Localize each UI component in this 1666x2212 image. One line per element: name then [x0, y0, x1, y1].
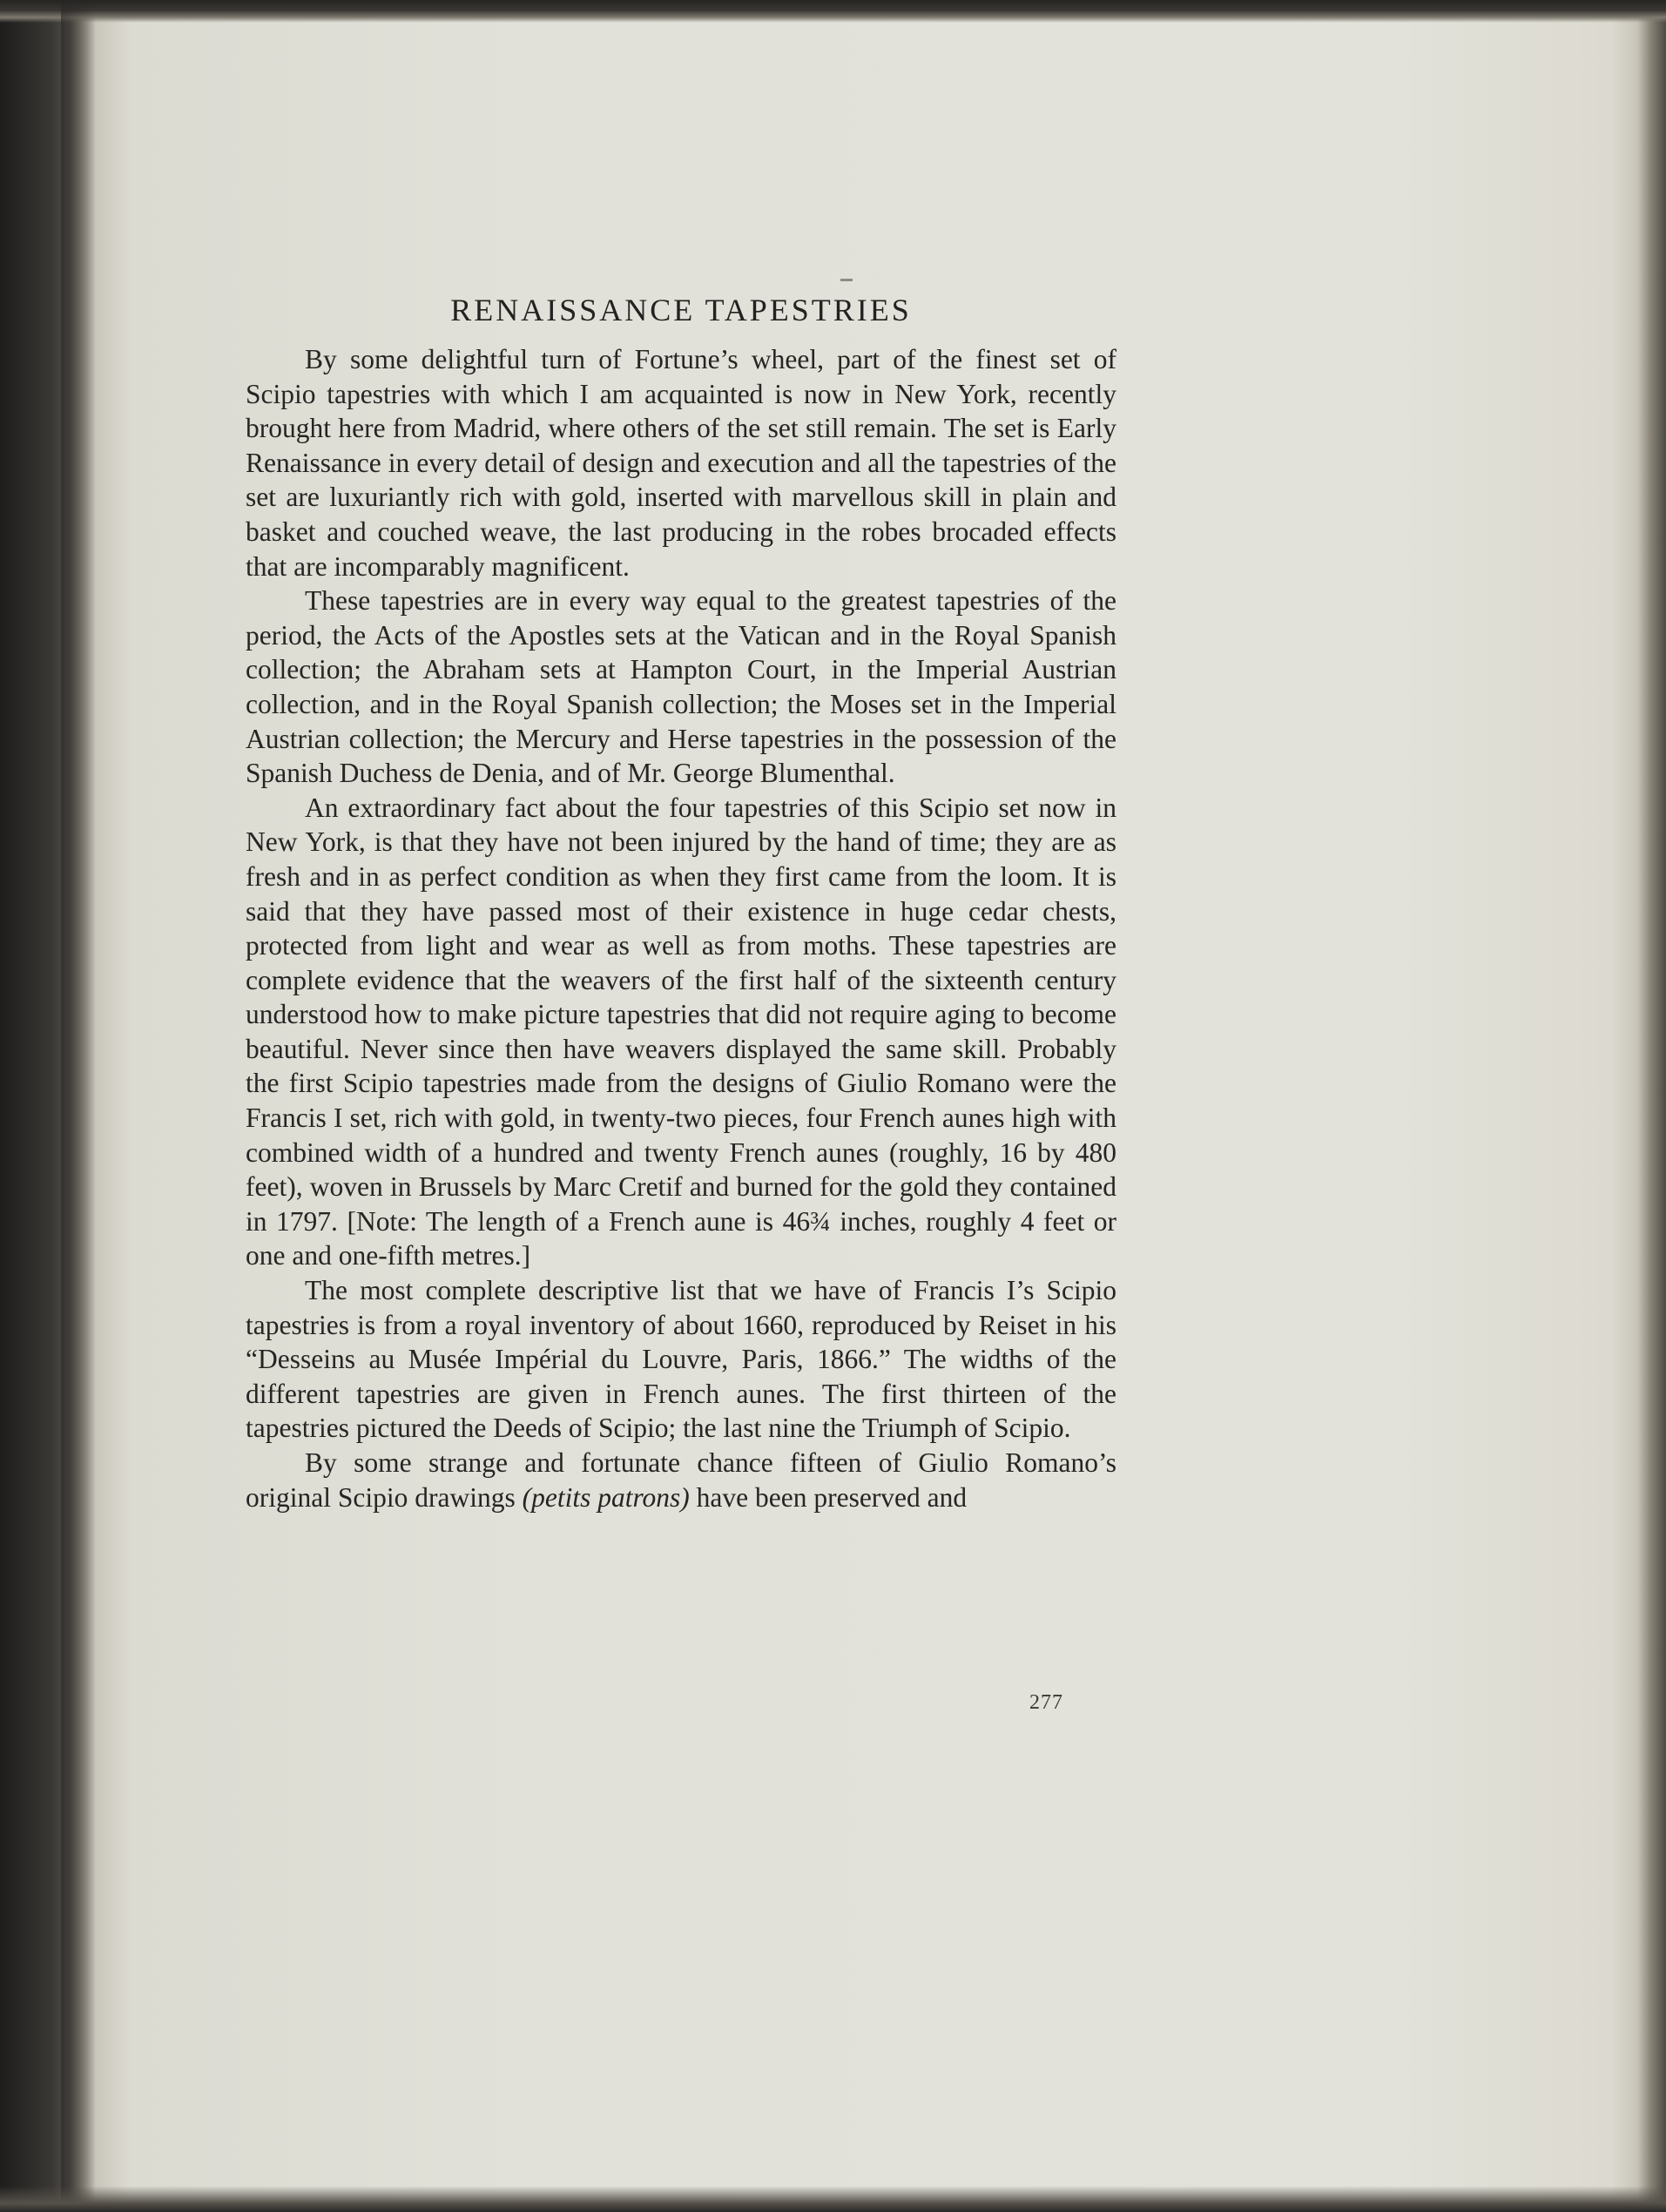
- print-mark: [840, 279, 853, 281]
- article-body: [246, 342, 1116, 1514]
- page-title: RENAISSANCE TAPESTRIES: [450, 293, 912, 327]
- page-number: 277: [1029, 1691, 1063, 1714]
- paragraph-5-italic: (petits patrons): [522, 1481, 690, 1513]
- paragraph-5-end: have been preserved and: [689, 1481, 968, 1513]
- paragraph-3: An extraordinary fact about the four tapestries of this Scipio set now in New York, is that they have not been injured by the hand of time; they are as fresh and in as perfect condition as when they first came from the loom. It is said that they have passed most of their existence in huge cedar chests, protected from light and wear as well as from moths. These tapestries are complete evidence that the weavers of the first half of the sixteenth century understood how to make picture tapestries that did not require aging to become beautiful. Never since then have weavers displayed the same skill. Probably the first Scipio tapestries made from the designs of Giulio Romano were the Francis I set, rich with gold, in twenty-two pieces, four French aunes high with combined width of a hundred and twenty French aunes (roughly, 16 by 480 feet), woven in Brussels by Marc Cretif and burned for the gold they contained in 1797. [Note: The length of a French aune is 46¾ inches, roughly 4 feet or one and one-fifth metres.]: [246, 792, 1116, 1271]
- paragraph-5: [246, 1446, 1116, 1514]
- paragraph-2: These tapestries are in every way equal to the greatest tapestries of the period, the Acts of the Apostles sets at the Vatican and in the Royal Spanish collection; the Abraham sets at Hampton Court, in the Imperial Austrian collection, and in the Royal Spanish collection; the Moses set in the Imperial Austrian collection; the Mercury and Herse tapestries in the possession of the Spanish Duchess de Denia, and of Mr. George Blumenthal.: [246, 585, 1116, 789]
- page-content: [246, 0, 1116, 2212]
- paragraph-5-start: By some strange and fortunate chance fifteen of Giulio Romano’s original Scipio drawings: [246, 1447, 1116, 1513]
- paragraph-4: The most complete descriptive list that we have of Francis I’s Scipio tapestries is from a royal inventory of about 1660, reproduced by Reiset in his “Desseins au Musée Impérial du Louvre, Paris, 1866.” The widths of the different tapestries are given in French aunes. The first thirteen of the tapestries pictured the Deeds of Scipio; the last nine the Triumph of Scipio.: [246, 1275, 1116, 1444]
- binding-gutter: [61, 0, 96, 2212]
- paragraph-1: By some delightful turn of Fortune’s wheel, part of the finest set of Scipio tapestries with which I am acquainted is now in New York, recently brought here from Madrid, where others of the set still remain. The set is Early Renaissance in every detail of design and execution and all the tapestries of the set are luxuriantly rich with gold, inserted with marvellous skill in plain and basket and couched weave, the last producing in the robes brocaded effects that are incomparably magnificent.: [246, 344, 1116, 582]
